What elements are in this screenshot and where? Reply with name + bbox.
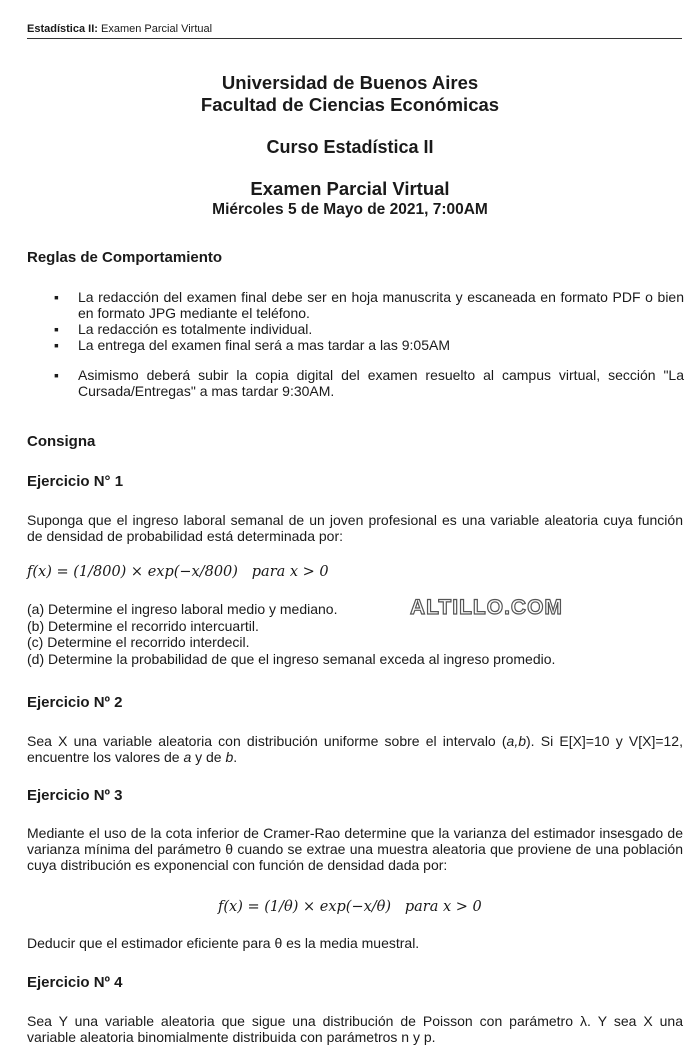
running-header [27, 22, 682, 39]
bullet-icon: ▪ [54, 321, 59, 337]
ex2-interval: a,b [506, 733, 527, 749]
ex1-items [27, 601, 683, 667]
exam-date: Miércoles 5 de Mayo de 2021, 7:00AM [212, 201, 488, 218]
faculty-title: Facultad de Ciencias Económicas [200, 94, 500, 115]
ex1-item-c: (c) Determine el recorrido interdecil. [27, 634, 250, 650]
ex1-formula-cond: para x > 0 [251, 564, 329, 580]
ex3-title: Ejercicio Nº 3 [27, 787, 123, 804]
ex2-text-1: Sea X una variable aleatoria con distribución uniforme sobre el intervalo ( [27, 733, 507, 749]
ex3-formula [218, 899, 482, 915]
ex4-statement: Sea Y una variable aleatoria que sigue una distribución de Poisson con parámetro λ. Y sea X una variable aleatoria binomialmente distribuida con parámetros n y p. [27, 1013, 683, 1045]
ex1-title: Ejercicio N° 1 [27, 473, 124, 490]
ex2-var-a: a [183, 749, 192, 765]
ex1-item-a: (a) Determine el ingreso laboral medio y mediano. [27, 601, 338, 617]
course-title: Curso Estadística II [266, 137, 434, 157]
rules-heading: Reglas de Comportamiento [27, 249, 223, 266]
university-title: Universidad de Buenos Aires [221, 72, 479, 93]
ex4-title: Ejercicio Nº 4 [27, 974, 123, 991]
ex1-item-d: (d) Determine la probabilidad de que el ingreso semanal exceda al ingreso promedio. [27, 650, 556, 667]
rule-item [54, 321, 684, 337]
bullet-icon: ▪ [54, 367, 59, 383]
rule-item [54, 367, 684, 399]
ex2-title: Ejercicio Nº 2 [27, 694, 123, 711]
header-course: Estadística II: [27, 23, 98, 35]
bullet-icon: ▪ [54, 337, 59, 353]
ex1-formula-expr: f(x) = (1/800) × exp(−x/800) [27, 564, 238, 580]
ex2-end: . [233, 749, 238, 765]
ex3-formula-expr: f(x) = (1/θ) × exp(−x/θ) [218, 899, 392, 915]
rule-text: La redacción es totalmente individual. [78, 321, 313, 337]
ex3-conclusion: Deducir que el estimador eficiente para θ es la media muestral. [27, 935, 420, 951]
title-block [0, 72, 700, 220]
ex2-conj: y de [191, 749, 226, 765]
rule-text: Asimismo deberá subir la copia digital del examen resuelto al campus virtual, sección "La Cursada/Entregas" a mas tardar 9:30AM. [78, 367, 684, 399]
ex2-text-2: ). Si E[X]=10 y V[X]=12, encuentre los valores de [27, 733, 683, 765]
ex2-var-b: b [225, 749, 234, 765]
altillo-watermark: ALTILLO.COM [410, 596, 563, 619]
rule-text: La redacción del examen final debe ser en hoja manuscrita y escaneada en formato PDF o bien en formato JPG mediante el teléfono. [78, 289, 684, 321]
rule-text: La entrega del examen final será a mas tardar a las 9:05AM [78, 337, 450, 353]
bullet-icon: ▪ [54, 289, 59, 305]
consigna-heading: Consigna [27, 433, 96, 450]
header-doc-kind: Examen Parcial Virtual [100, 23, 213, 35]
rule-item [54, 337, 684, 353]
ex3-statement: Mediante el uso de la cota inferior de Cramer-Rao determine que la varianza del estimador insesgado de varianza mínima del parámetro θ cuando se extrae una muestra aleatoria que proviene de una población cuya distribución es exponencial con función de densidad dada por: [27, 825, 683, 873]
ex2-statement [27, 733, 683, 765]
rules-list [54, 289, 684, 399]
exam-title: Examen Parcial Virtual [250, 178, 450, 199]
ex1-statement: Suponga que el ingreso laboral semanal de un joven profesional es una variable aleatoria cuya función de densidad de probabilidad está determinada por: [27, 512, 683, 544]
ex1-item-b: (b) Determine el recorrido intercuartil. [27, 617, 259, 634]
ex3-formula-cond: para x > 0 [404, 899, 482, 915]
rule-item [54, 289, 684, 321]
ex1-formula [27, 564, 329, 580]
